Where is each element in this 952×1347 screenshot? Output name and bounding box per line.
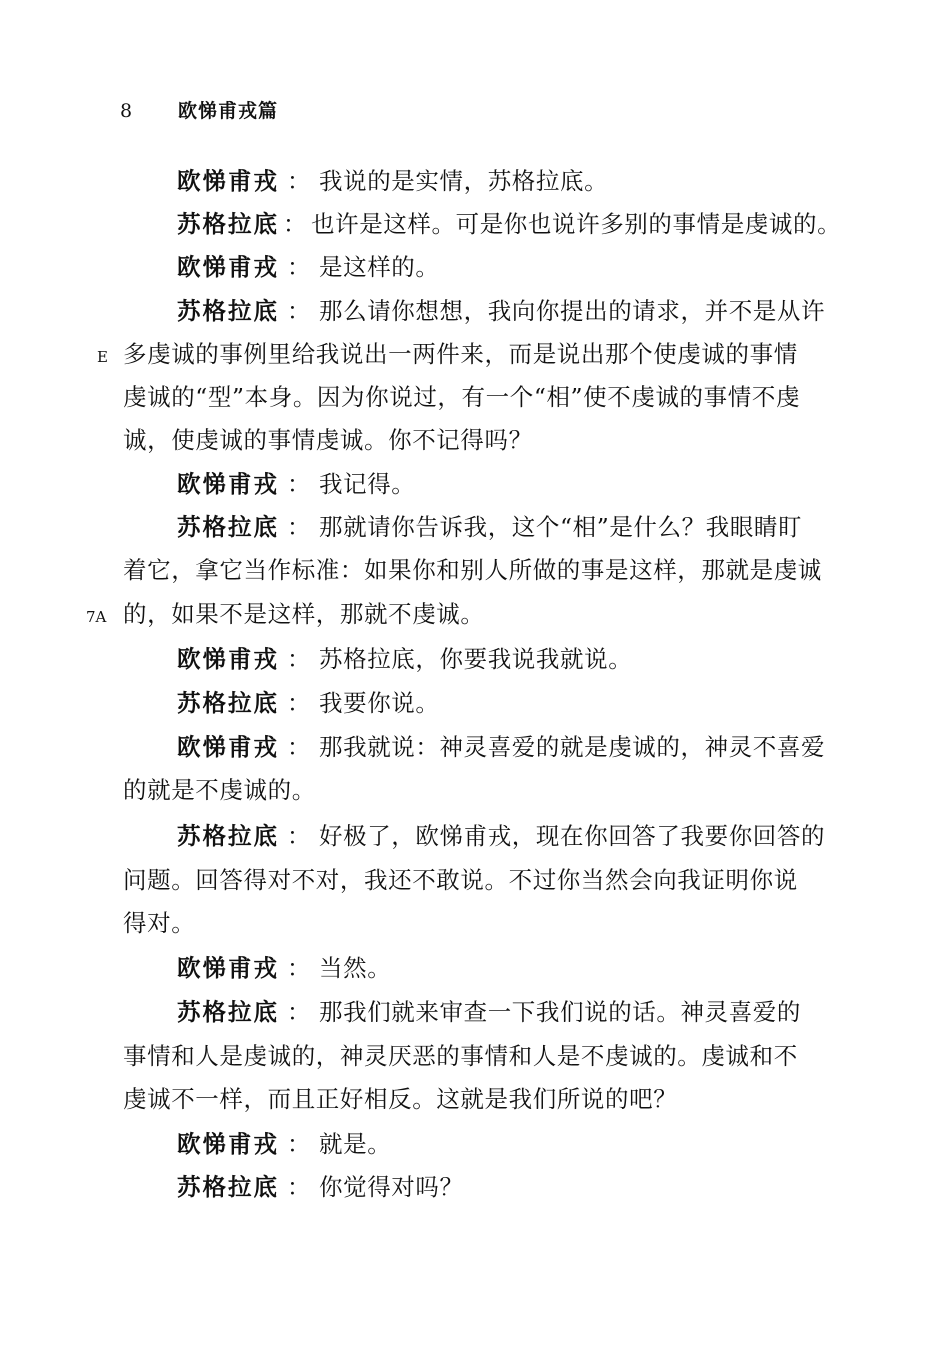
speaker-socrates: 苏格拉底 — [177, 297, 279, 325]
dialogue-line — [177, 821, 825, 851]
text-line — [123, 775, 316, 805]
line-text: 好极了，欧悌甫戎，现在你回答了我要你回答的 — [319, 822, 826, 850]
text-line — [123, 908, 195, 938]
dialogue-line — [177, 469, 415, 499]
speaker-euthyphro: 欧悌甫戎 — [177, 645, 279, 673]
running-header — [120, 96, 278, 123]
dialogue-line — [177, 644, 632, 674]
line-text: 虔诚不一样，而且正好相反。这就是我们所说的吧？ — [123, 1085, 678, 1113]
dialogue-line — [177, 1129, 391, 1159]
speaker-colon: ： — [286, 998, 312, 1026]
speaker-euthyphro: 欧悌甫戎 — [177, 167, 279, 195]
dialogue-line — [177, 1172, 464, 1202]
line-text: 那就请你告诉我，这个“相”是什么？我眼睛盯 — [319, 513, 803, 541]
speaker-colon: ： — [286, 1173, 312, 1201]
line-text: 诚，使虔诚的事情虔诚。你不记得吗？ — [123, 426, 533, 454]
text-line — [123, 599, 485, 629]
line-text: 多虔诚的事例里给我说出一两件来，而是说出那个使虔诚的事情 — [123, 340, 798, 368]
dialogue-line — [177, 512, 802, 542]
speaker-colon: ： — [286, 1130, 312, 1158]
speaker-euthyphro: 欧悌甫戎 — [177, 954, 279, 982]
dialogue-line — [177, 997, 801, 1027]
line-text: 事情和人是虔诚的，神灵厌恶的事情和人是不虔诚的。虔诚和不 — [123, 1042, 798, 1070]
speaker-colon: ： — [286, 470, 312, 498]
speaker-euthyphro: 欧悌甫戎 — [177, 470, 279, 498]
dialogue-line — [177, 732, 825, 762]
dialogue-line — [177, 252, 440, 282]
line-text: 问题。回答得对不对，我还不敢说。不过你当然会向我证明你说 — [123, 866, 798, 894]
speaker-colon: ： — [286, 297, 312, 325]
speaker-colon: ： — [286, 167, 312, 195]
speaker-colon: ： — [286, 689, 312, 717]
text-line — [123, 425, 533, 455]
speaker-euthyphro: 欧悌甫戎 — [177, 1130, 279, 1158]
dialogue-line — [177, 953, 391, 983]
dialogue-line — [177, 209, 841, 239]
line-text: 就是。 — [319, 1130, 392, 1158]
speaker-colon: ： — [286, 513, 312, 541]
page-number: 8 — [120, 100, 133, 122]
line-text: 苏格拉底，你要我说我就说。 — [319, 645, 633, 673]
stephanus-marker-7a: 7A — [86, 608, 107, 626]
text-line — [123, 382, 800, 412]
speaker-euthyphro: 欧悌甫戎 — [177, 253, 279, 281]
line-text: 那么请你想想，我向你提出的请求，并不是从许 — [319, 297, 826, 325]
text-line — [123, 865, 798, 895]
speaker-socrates: 苏格拉底 — [177, 822, 279, 850]
dialogue-line — [177, 296, 825, 326]
line-text: 着它，拿它当作标准：如果你和别人所做的事是这样，那就是虔诚 — [123, 556, 822, 584]
line-text: 我要你说。 — [319, 689, 440, 717]
speaker-colon: ： — [286, 645, 312, 673]
speaker-colon: ： — [286, 733, 312, 761]
line-text: 虔诚的“型”本身。因为你说过，有一个“相”使不虔诚的事情不虔 — [123, 383, 801, 411]
line-text: 的，如果不是这样，那就不虔诚。 — [123, 600, 485, 628]
speaker-colon: ： — [282, 210, 308, 238]
dialogue-line — [177, 688, 440, 718]
speaker-colon: ： — [286, 822, 312, 850]
speaker-socrates: 苏格拉底 — [177, 210, 279, 238]
speaker-colon: ： — [286, 954, 312, 982]
speaker-euthyphro: 欧悌甫戎 — [177, 733, 279, 761]
line-text: 那我们就来审查一下我们说的话。神灵喜爱的 — [319, 998, 801, 1026]
line-text: 也许是这样。可是你也说许多别的事情是虔诚的。 — [311, 210, 842, 238]
line-text: 的就是不虔诚的。 — [123, 776, 316, 804]
line-text: 我说的是实情，苏格拉底。 — [319, 167, 609, 195]
speaker-socrates: 苏格拉底 — [177, 1173, 279, 1201]
text-line — [123, 1041, 798, 1071]
line-text: 你觉得对吗？ — [319, 1173, 464, 1201]
text-line — [123, 1084, 677, 1114]
text-line — [123, 339, 798, 369]
dialogue-line — [177, 166, 608, 196]
speaker-socrates: 苏格拉底 — [177, 998, 279, 1026]
speaker-socrates: 苏格拉底 — [177, 689, 279, 717]
line-text: 得对。 — [123, 909, 196, 937]
book-title: 欧悌甫戎篇 — [178, 100, 279, 122]
line-text: 是这样的。 — [319, 253, 440, 281]
speaker-socrates: 苏格拉底 — [177, 513, 279, 541]
line-text: 那我就说：神灵喜爱的就是虔诚的，神灵不喜爱 — [319, 733, 826, 761]
text-line — [123, 555, 822, 585]
line-text: 我记得。 — [319, 470, 416, 498]
line-text: 当然。 — [319, 954, 392, 982]
stephanus-marker-e: E — [97, 348, 108, 366]
speaker-colon: ： — [286, 253, 312, 281]
